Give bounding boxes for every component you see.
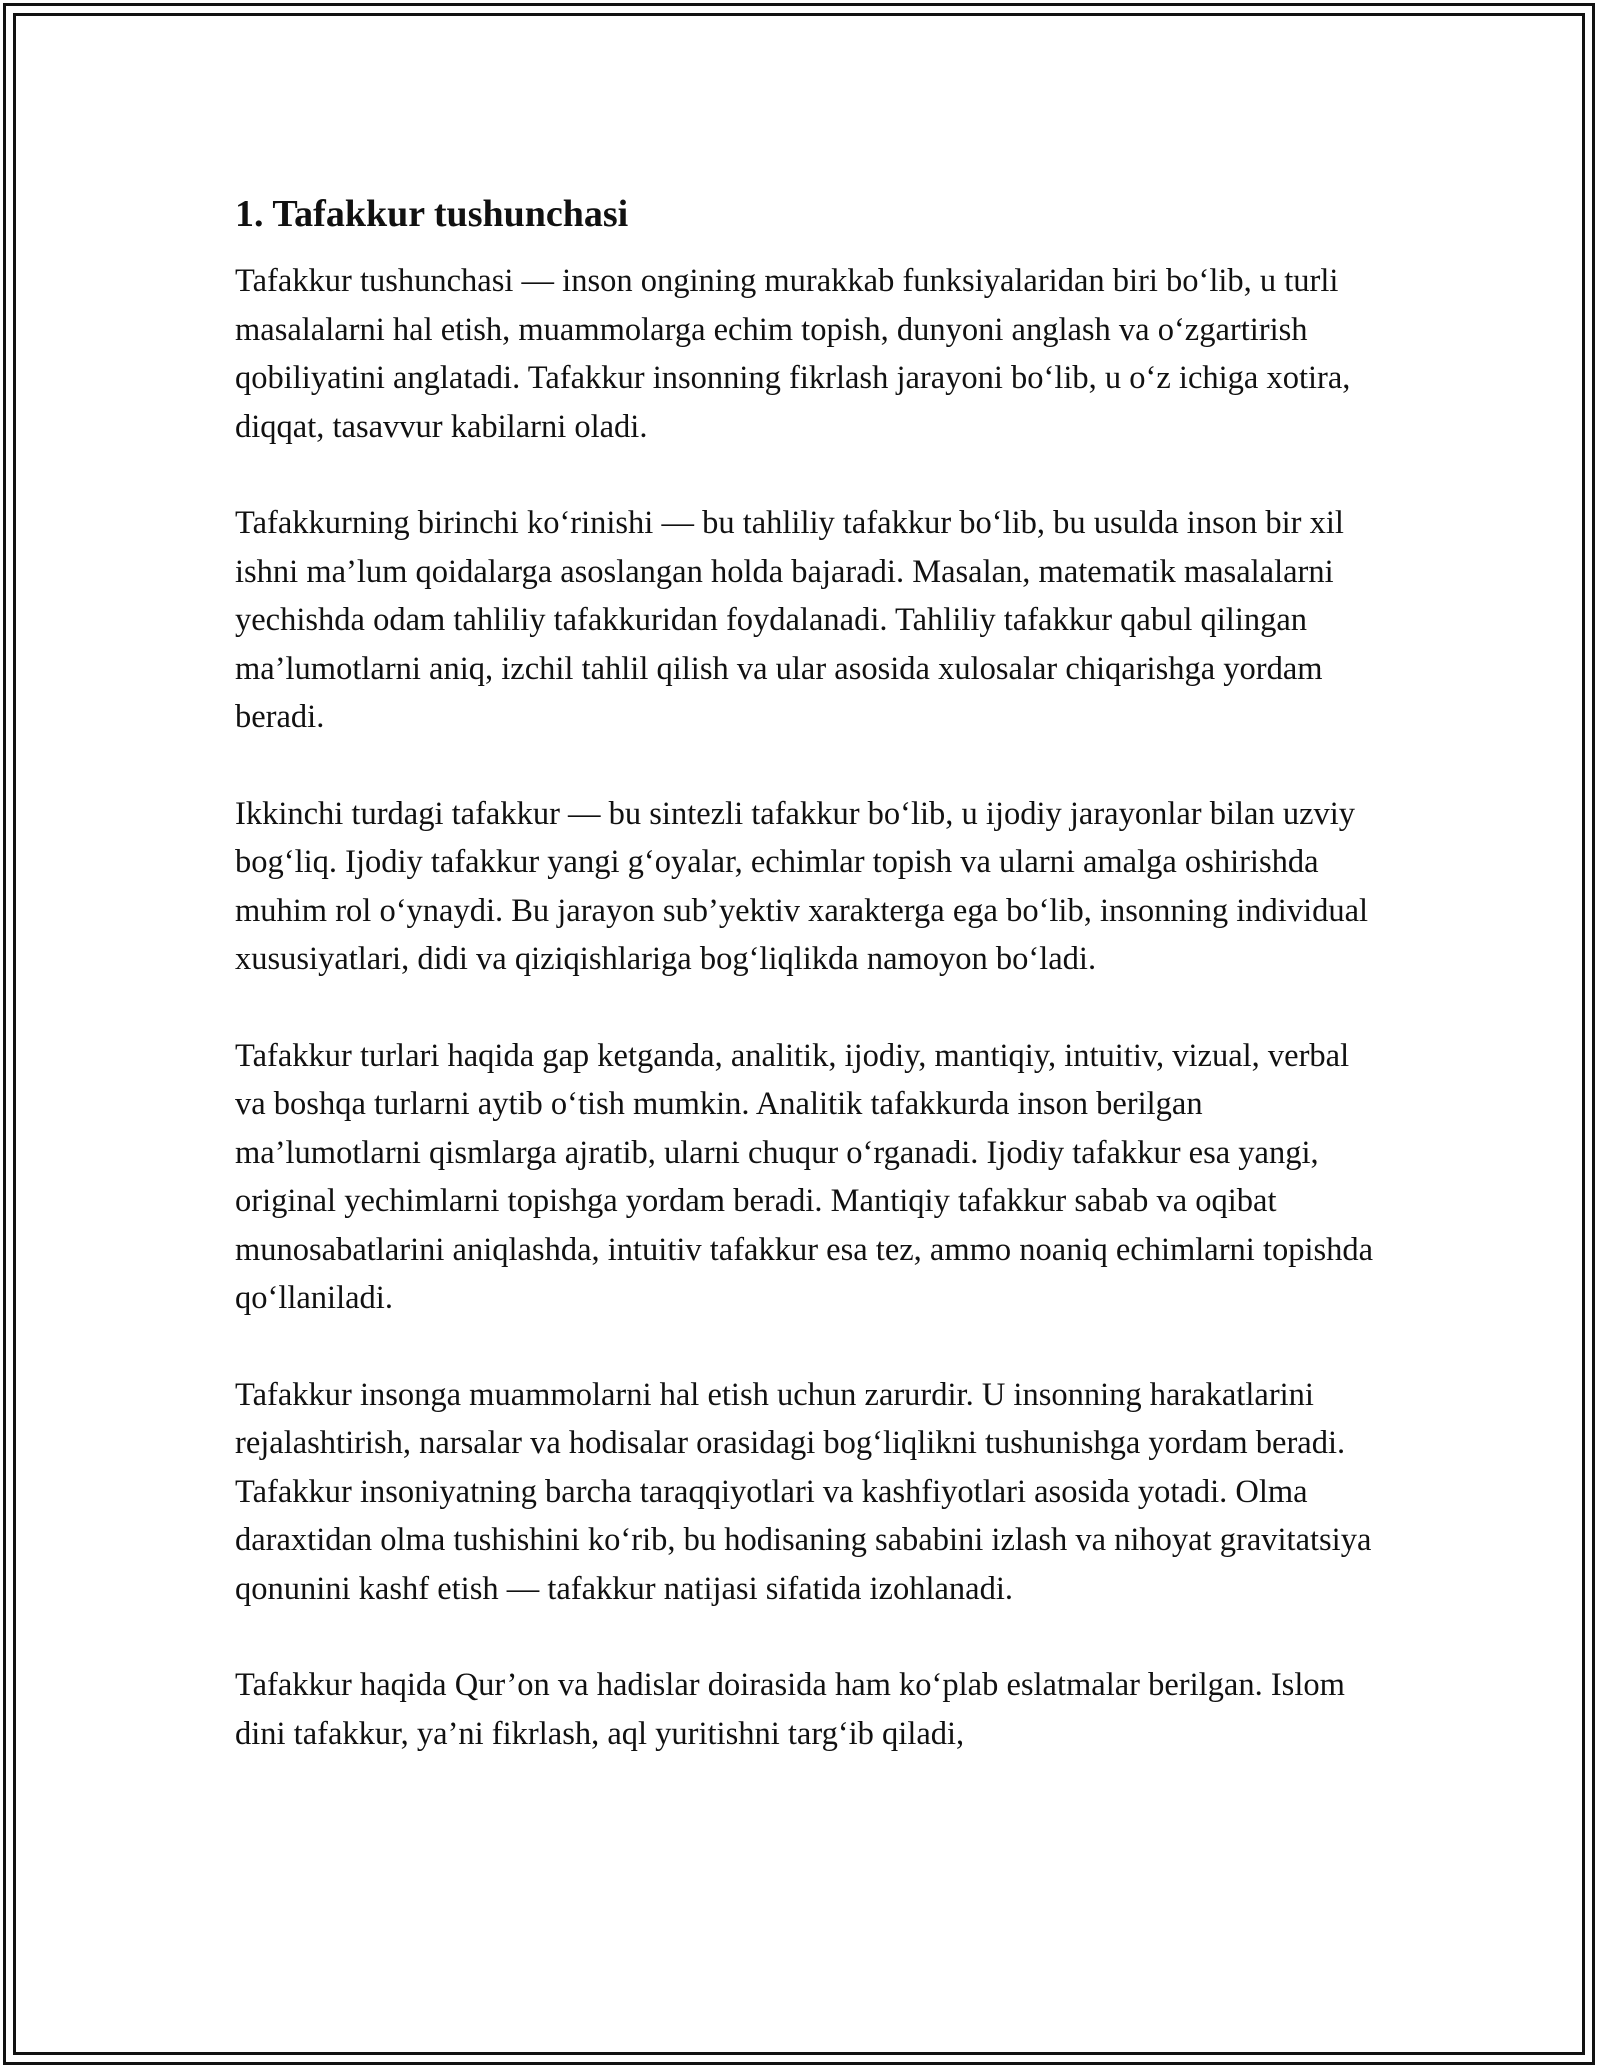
paragraph-4: Tafakkur turlari haqida gap ketganda, analitik, ijodiy, mantiqiy, intuitiv, vizual, verbal va boshqa turlarni aytib o‘tish mumkin. Analitik tafakkurda inson berilgan ma’lumotlarni qismlarga ajratib, ularni chuqur o‘rganadi. Ijodiy tafakkur esa yangi, original yechimlarni topishga yordam beradi. Mantiqiy tafakkur sabab va oqibat munosabatlarini aniqlashda, intuitiv tafakkur esa tez, ammo noaniq echimlarni topishda qo‘llaniladi. bbox=[235, 1037, 1374, 1316]
document-body bbox=[235, 183, 1375, 1758]
section-heading: 1. Tafakkur tushunchasi bbox=[235, 193, 629, 235]
paragraph-5: Tafakkur insonga muammolarni hal etish uchun zarurdir. U insonning harakatlarini rejalashtirish, narsalar va hodisalar orasidagi bog‘liqlikni tushunishga yordam beradi. Tafakkur insoniyatning barcha taraqqiyotlari va kashfiyotlari asosida yotadi. Olma daraxtidan olma tushishini ko‘rib, bu hodisaning sababini izlash va nihoyat gravitatsiya qonunini kashf etish — tafakkur natijasi sifatida izohlanadi. bbox=[235, 1376, 1372, 1607]
paragraph-3: Ikkinchi turdagi tafakkur — bu sintezli tafakkur bo‘lib, u ijodiy jarayonlar bilan uzviy bog‘liq. Ijodiy tafakkur yangi g‘oyalar, echimlar topish va ularni amalga oshirishda muhim rol o‘ynaydi. Bu jarayon sub’yektiv xarakterga ega bo‘lib, insonning individual xususiyatlari, didi va qiziqishlariga bog‘liqlikda namoyon bo‘ladi. bbox=[235, 795, 1369, 977]
paragraph-6: Tafakkur haqida Qur’on va hadislar doirasida ham ko‘plab eslatmalar berilgan. Islom dini tafakkur, ya’ni fikrlash, aql yuritishni targ‘ib qiladi, bbox=[235, 1667, 1345, 1752]
paragraph-2: Tafakkurning birinchi ko‘rinishi — bu tahliliy tafakkur bo‘lib, bu usulda inson bir xil ishni ma’lum qoidalarga asoslangan holda bajaradi. Masalan, matematik masalalarni yechishda odam tahliliy tafakkuridan foydalanadi. Tahliliy tafakkur qabul qilingan ma’lumotlarni aniq, izchil tahlil qilish va ular asosida xulosalar chiqarishga yordam beradi. bbox=[235, 505, 1344, 735]
paragraph-1: Tafakkur tushunchasi — inson ongining murakkab funksiyalaridan biri bo‘lib, u turli masalalarni hal etish, muammolarga echim topish, dunyoni anglash va o‘zgartirish qobiliyatini anglatadi. Tafakkur insonning fikrlash jarayoni bo‘lib, u o‘z ichiga xotira, diqqat, tasavvur kabilarni oladi. bbox=[235, 263, 1351, 445]
